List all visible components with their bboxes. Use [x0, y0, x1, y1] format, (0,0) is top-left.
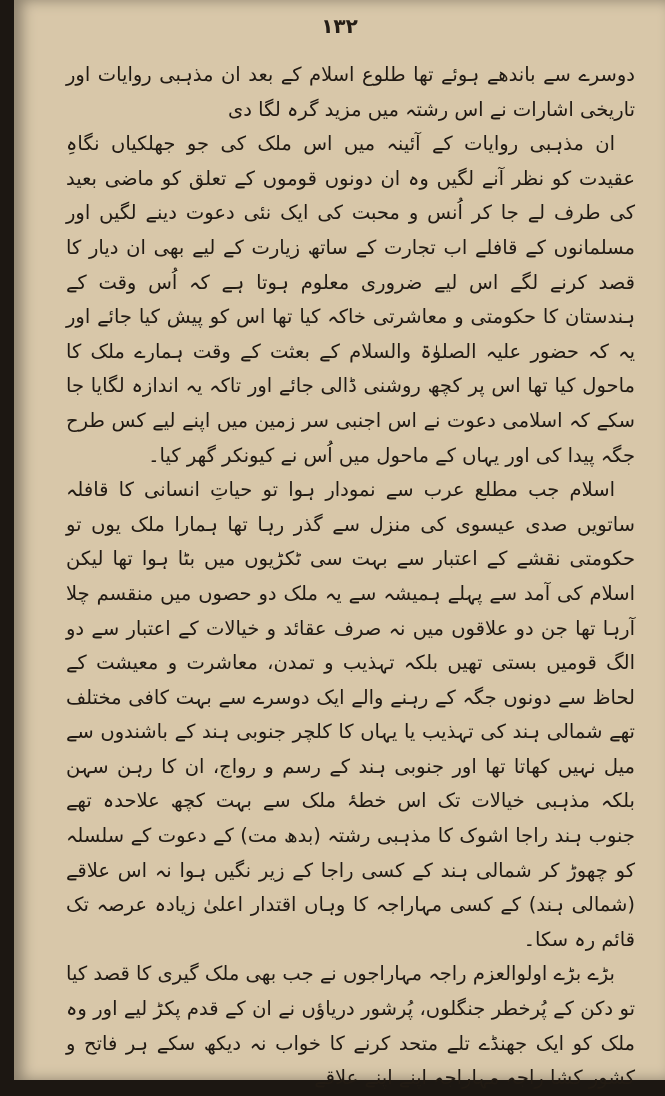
- body-text: [66, 58, 635, 1096]
- page-number: ۱۳۲: [321, 14, 358, 38]
- paragraph: اسلام جب مطلع عرب سے نمودار ہوا تو حیاتِ انسانی کا قافلہ ساتویں صدی عیسوی کی منزل سے گذر رہا تھا ہمارا ملک یوں تو حکومتی نقشے کے اعتبار سے بہت سی ٹکڑیوں میں بٹا ہوا تھا لیکن اسلام کی آمد سے پہلے ہمیشہ سے یہ ملک دو حصوں میں منقسم چلا آرہا تھا جن دو علاقوں میں نہ صرف عقائد و خیالات کے اعتبار سے دو الگ قومیں بستی تھیں بلکہ تہذیب و تمدن، معاشرت و معیشت کے لحاظ سے دونوں جگہ کے رہنے والے ایک دوسرے سے بہت کافی مختلف تھے شمالی ہند کی تہذیب یا یہاں کا کلچر جنوبی ہند کے باشندوں سے میل نہیں کھاتا تھا اور جنوبی ہند کے رسم و رواج، ان کا رہن سہن بلکہ مذہبی خیالات تک اس خطۂ ملک سے بہت کچھ علاحدہ تھے جنوب ہند راجا اشوک کا مذہبی رشتہ (بدھ مت) کے دعوت کے سلسلہ کو چھوڑ کر شمالی ہند کے کسی راجا کے زیر نگیں ہوا نہ اس علاقے (شمالی ہند) کے کسی مہاراجہ کا وہاں اقتدار اعلیٰ زیادہ عرصہ تک قائم رہ سکا۔: [66, 478, 635, 951]
- book-page: [14, 0, 665, 1090]
- paragraph: ان مذہبی روایات کے آئینہ میں اس ملک کی جو جھلکیاں نگاہِ عقیدت کو نظر آنے لگیں وہ ان دونوں قوموں کے تعلق کو ماضی بعید کی طرف لے جا کر اُنس و محبت کی ایک نئی دعوت دینے لگیں اور مسلمانوں کے قافلے اب تجارت کے ساتھ زیارت کے لیے بھی ان دیار کا قصد کرنے لگے اس لیے ضروری معلوم ہوتا ہے کہ اُس وقت کے ہندستان کا حکومتی و معاشرتی خاکہ کیا تھا اس کو پیش کیا جائے اور یہ کہ حضور علیہ الصلوٰۃ والسلام کے بعثت کے وقت ہمارے ملک کا ماحول کیا تھا اس پر کچھ روشنی ڈالی جائے اور تاکہ یہ اندازہ لگایا جا سکے کہ اسلامی دعوت نے اس اجنبی سر زمین میں اپنے لیے کس طرح جگہ پیدا کی اور یہاں کے ماحول میں اُس نے کیونکر گھر کیا۔: [66, 132, 635, 467]
- paragraph: دوسرے سے باندھے ہوئے تھا طلوع اسلام کے بعد ان مذہبی روایات اور تاریخی اشارات نے اس رشتہ میں مزید گرہ لگا دی: [66, 63, 635, 121]
- paragraph: بڑے بڑے اولوالعزم راجہ مہاراجوں نے جب بھی ملک گیری کا قصد کیا تو دکن کے پُرخطر جنگلوں، پُرشور دریاؤں نے ان کے قدم پکڑ لیے اور وہ ملک کو ایک جھنڈے تلے متحد کرنے کا خواب نہ دیکھ سکے ہر فاتح و کشور کشا راجہ مہاراجہ اپنے اپنے علاقے: [66, 962, 635, 1090]
